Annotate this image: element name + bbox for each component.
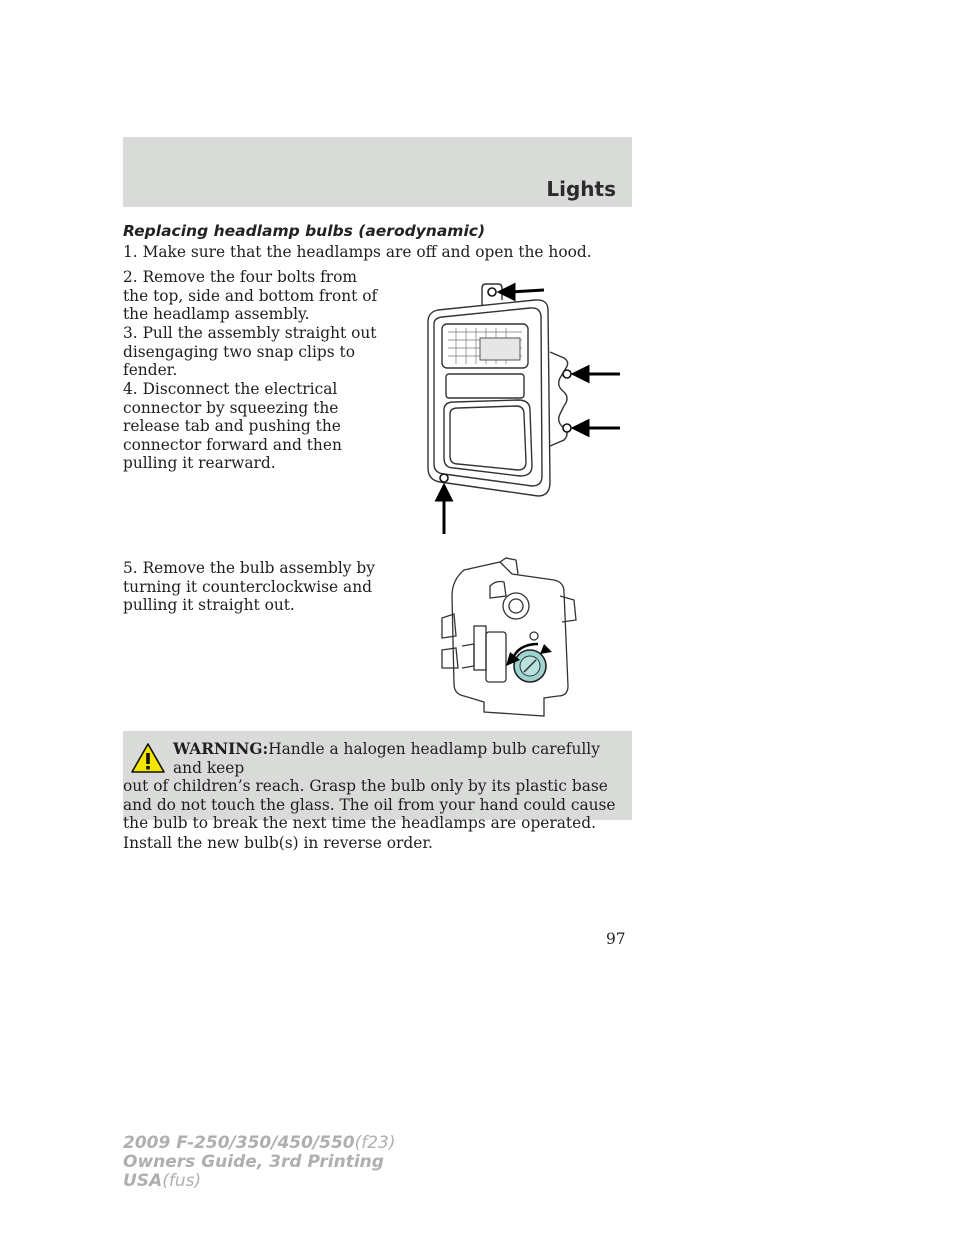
step-4: 4. Disconnect the electrical connector by squeezing the release tab and pushing the connector forward and then pulling it rearward. — [123, 380, 342, 472]
bulb-assembly-illustration — [434, 556, 582, 718]
warning-body: out of children’s reach. Grasp the bulb only by its plastic base and do not touch the glass. The oil from your hand could cause the bulb to break the next time the headlamps are operated. — [123, 777, 616, 832]
section-header-band — [123, 137, 632, 207]
procedure-heading: Replacing headlamp bulbs (aerodynamic) — [123, 222, 486, 240]
page-number: 97 — [606, 930, 626, 948]
step-3: 3. Pull the assembly straight out disengaging two snap clips to fender. — [123, 324, 377, 379]
footer-model-code: (f23) — [354, 1133, 396, 1153]
step-5: 5. Remove the bulb assembly by turning it counterclockwise and pulling it straight out. — [123, 559, 375, 614]
install-instruction: Install the new bulb(s) in reverse order. — [123, 834, 433, 852]
footer-region-code: (fus) — [162, 1171, 202, 1191]
warning-line-1: Handle a halogen headlamp bulb carefully and keep — [173, 740, 600, 777]
headlamp-assembly-illustration — [420, 282, 630, 538]
step-1: 1. Make sure that the headlamps are off and open the hood. — [123, 243, 592, 261]
footer-region: USA — [123, 1171, 163, 1191]
footer-printing: Owners Guide, 3rd Printing — [123, 1152, 384, 1172]
document-footer — [123, 1134, 396, 1191]
warning-text — [123, 740, 623, 833]
step-2: 2. Remove the four bolts from the top, side and bottom front of the headlamp assembly. — [123, 268, 378, 323]
footer-model: 2009 F-250/350/450/550 — [123, 1133, 355, 1153]
warning-label: WARNING: — [173, 740, 269, 758]
warning-box — [123, 731, 632, 832]
section-title: Lights — [546, 177, 616, 201]
